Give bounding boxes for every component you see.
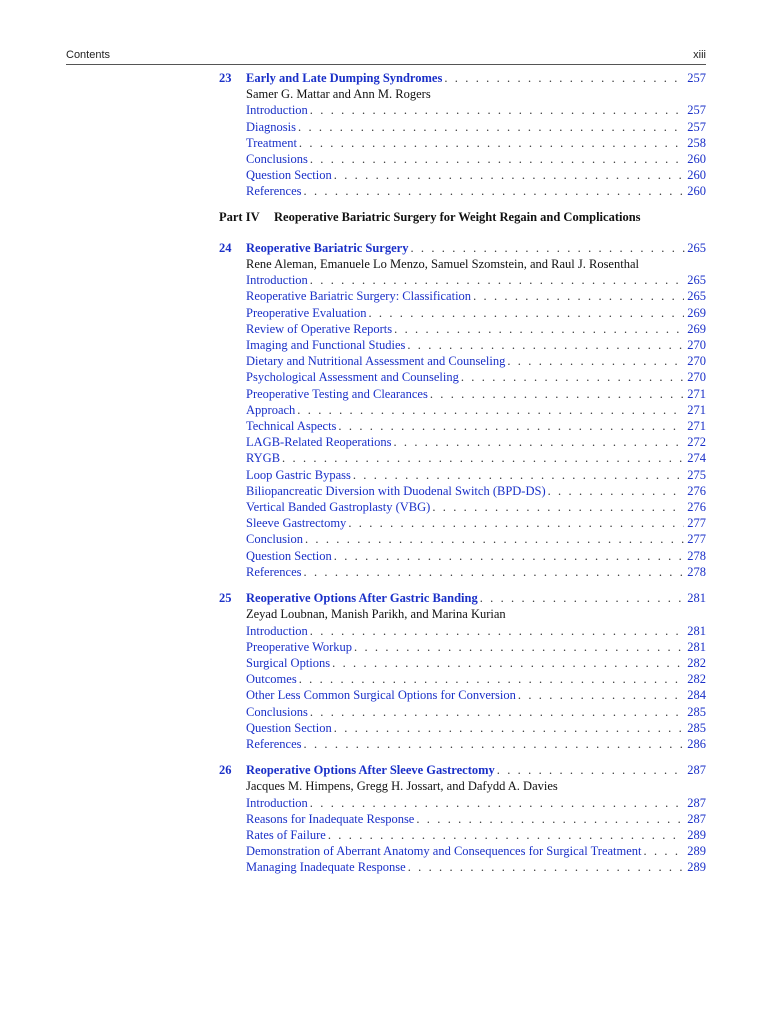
chapter-spacer xyxy=(219,580,706,590)
chapter-number[interactable]: 23 xyxy=(219,71,232,85)
dot-leader xyxy=(338,418,684,434)
page-number-link[interactable]: 281 xyxy=(687,623,706,638)
page-number-link[interactable]: 289 xyxy=(687,860,706,875)
chapter-title-entry[interactable] xyxy=(246,590,706,606)
section-title-link[interactable]: Conclusions xyxy=(246,152,308,167)
page-number-link[interactable]: 271 xyxy=(687,419,706,434)
page-number-link[interactable]: 287 xyxy=(687,763,706,778)
dot-leader xyxy=(410,240,685,256)
page-number: xiii xyxy=(693,49,706,61)
toc-section-entry[interactable] xyxy=(246,467,706,483)
page-number-link[interactable]: 277 xyxy=(687,516,706,531)
dot-leader xyxy=(310,102,684,118)
section-title-link[interactable]: Introduction xyxy=(246,103,308,118)
toc-section-entry[interactable] xyxy=(246,119,706,135)
section-title-link[interactable]: Surgical Options xyxy=(246,655,331,670)
dot-leader xyxy=(548,483,684,499)
section-title-link[interactable]: Question Section xyxy=(246,548,332,563)
part-heading xyxy=(219,209,706,225)
page-number-link[interactable]: 276 xyxy=(687,500,706,515)
page-number-link[interactable]: 270 xyxy=(687,370,706,385)
toc-section-entry[interactable] xyxy=(246,843,706,859)
toc-section-entry[interactable] xyxy=(246,369,706,385)
page-number-link[interactable]: 287 xyxy=(687,795,706,810)
dot-leader xyxy=(480,590,686,606)
toc-section-entry[interactable] xyxy=(246,386,706,402)
page-number-link[interactable]: 260 xyxy=(687,168,706,183)
page-number-link[interactable]: 289 xyxy=(687,827,706,842)
dot-leader xyxy=(310,795,684,811)
page-number-link[interactable]: 265 xyxy=(687,273,706,288)
dot-leader xyxy=(408,859,684,875)
part-number: Part IV xyxy=(219,209,260,224)
dot-leader xyxy=(304,183,684,199)
page-number-link[interactable]: 275 xyxy=(687,467,706,482)
page-number-link[interactable]: 276 xyxy=(687,483,706,498)
toc-section-entry[interactable] xyxy=(246,483,706,499)
dot-leader xyxy=(299,671,684,687)
chapter-title-link[interactable]: Reoperative Options After Sleeve Gastrectomy xyxy=(246,763,495,778)
section-title-link[interactable]: RYGB xyxy=(246,451,281,466)
chapter-spacer xyxy=(219,752,706,762)
section-title-link[interactable]: Vertical Banded Gastroplasty (VBG) xyxy=(246,500,431,515)
section-title-link[interactable]: Demonstration of Aberrant Anatomy and Consequences for Surgical Treatment xyxy=(246,844,642,859)
section-title-link[interactable]: Rates of Failure xyxy=(246,827,326,842)
chapter-title-link[interactable]: Early and Late Dumping Syndromes xyxy=(246,71,443,85)
section-title-link[interactable]: Introduction xyxy=(246,623,308,638)
chapter-block xyxy=(219,240,706,580)
dot-leader xyxy=(368,305,684,321)
section-title-link[interactable]: Diagnosis xyxy=(246,119,296,134)
toc-section-entry[interactable] xyxy=(246,151,706,167)
dot-leader xyxy=(332,655,684,671)
section-title-link[interactable]: Introduction xyxy=(246,273,308,288)
section-title-link[interactable]: Preoperative Testing and Clearances xyxy=(246,386,428,401)
section-title-link[interactable]: Dietary and Nutritional Assessment and Counseling xyxy=(246,354,506,369)
toc-section-entry[interactable] xyxy=(246,418,706,434)
page-number-link[interactable]: 260 xyxy=(687,152,706,167)
page-number-link[interactable]: 274 xyxy=(687,451,706,466)
toc-section-entry[interactable] xyxy=(246,434,706,450)
toc-section-entry[interactable] xyxy=(246,135,706,151)
table-of-contents xyxy=(219,70,706,876)
section-title-link[interactable]: Managing Inadequate Response xyxy=(246,860,406,875)
dot-leader xyxy=(297,402,684,418)
toc-section-entry[interactable] xyxy=(246,321,706,337)
section-title-link[interactable]: Conclusion xyxy=(246,532,303,547)
dot-leader xyxy=(507,353,684,369)
page-number-link[interactable]: 257 xyxy=(687,119,706,134)
dot-leader xyxy=(305,531,684,547)
chapter-block xyxy=(219,590,706,752)
dot-leader xyxy=(644,843,684,859)
chapter-authors: Samer G. Mattar and Ann M. Rogers xyxy=(246,87,431,102)
page-number-link[interactable]: 278 xyxy=(687,548,706,563)
chapter-title-entry[interactable] xyxy=(246,762,706,778)
chapter-title-entry[interactable] xyxy=(246,240,706,256)
section-title-link[interactable]: Treatment xyxy=(246,135,297,150)
toc-section-entry[interactable] xyxy=(246,272,706,288)
section-title-link[interactable]: Other Less Common Surgical Options for Conversion xyxy=(246,688,516,703)
dot-leader xyxy=(407,337,684,353)
toc-section-entry[interactable] xyxy=(246,827,706,843)
section-title-link[interactable]: Introduction xyxy=(246,795,308,810)
dot-leader xyxy=(444,70,685,86)
section-title-link[interactable]: Outcomes xyxy=(246,672,297,687)
toc-section-entry[interactable] xyxy=(246,515,706,531)
section-title-link[interactable]: References xyxy=(246,736,302,751)
section-title-link[interactable]: Loop Gastric Bypass xyxy=(246,467,351,482)
section-title-link[interactable]: Sleeve Gastrectomy xyxy=(246,516,347,531)
chapter-block xyxy=(219,70,706,200)
page-number-link[interactable]: 270 xyxy=(687,338,706,353)
running-header-title: Contents xyxy=(66,49,111,61)
dot-leader xyxy=(328,827,684,843)
page-number-link[interactable]: 286 xyxy=(687,736,706,751)
toc-section-entry[interactable] xyxy=(246,795,706,811)
toc-section-entry[interactable] xyxy=(246,402,706,418)
section-title-link[interactable]: Question Section xyxy=(246,168,332,183)
page-number-link[interactable]: 281 xyxy=(687,639,706,654)
dot-leader xyxy=(310,704,684,720)
toc-section-entry[interactable] xyxy=(246,671,706,687)
section-title-link[interactable]: Psychological Assessment and Counseling xyxy=(246,370,459,385)
dot-leader xyxy=(334,720,684,736)
chapter-number[interactable]: 26 xyxy=(219,763,232,778)
dot-leader xyxy=(354,639,684,655)
dot-leader xyxy=(518,687,684,703)
dot-leader xyxy=(394,321,684,337)
chapter-title-entry[interactable] xyxy=(246,70,706,86)
toc-section-entry[interactable] xyxy=(246,548,706,564)
page-number-link[interactable]: 271 xyxy=(687,386,706,401)
page-number-link[interactable]: 287 xyxy=(687,811,706,826)
page-number-link[interactable]: 277 xyxy=(687,532,706,547)
dot-leader xyxy=(304,564,684,580)
toc-section-entry[interactable] xyxy=(246,183,706,199)
page-number-link[interactable]: 260 xyxy=(687,184,706,199)
section-title-link[interactable]: LAGB-Related Reoperations xyxy=(246,435,392,450)
dot-leader xyxy=(299,135,684,151)
page-number-link[interactable]: 258 xyxy=(687,135,706,150)
page-number-link[interactable]: 265 xyxy=(687,240,706,255)
section-title-link[interactable]: Technical Aspects xyxy=(246,419,337,434)
dot-leader xyxy=(497,762,685,778)
chapter-block xyxy=(219,762,706,875)
toc-section-entry[interactable] xyxy=(246,305,706,321)
page-number-link[interactable]: 265 xyxy=(687,289,706,304)
toc-section-entry[interactable] xyxy=(246,623,706,639)
toc-section-entry[interactable] xyxy=(246,564,706,580)
toc-section-entry[interactable] xyxy=(246,687,706,703)
section-title-link[interactable]: Review of Operative Reports xyxy=(246,321,393,336)
dot-leader xyxy=(282,450,684,466)
toc-section-entry[interactable] xyxy=(246,704,706,720)
page-number-link[interactable]: 257 xyxy=(687,103,706,118)
toc-section-entry[interactable] xyxy=(246,639,706,655)
chapter-title-link[interactable]: Reoperative Bariatric Surgery xyxy=(246,240,409,255)
chapter-authors: Rene Aleman, Emanuele Lo Menzo, Samuel Szomstein, and Raul J. Rosenthal xyxy=(246,257,639,272)
page-number-link[interactable]: 278 xyxy=(687,564,706,579)
section-title-link[interactable]: References xyxy=(246,564,302,579)
page-number-link[interactable]: 284 xyxy=(687,688,706,703)
section-title-link[interactable]: Conclusions xyxy=(246,704,308,719)
section-title-link[interactable]: Imaging and Functional Studies xyxy=(246,338,406,353)
toc-section-entry[interactable] xyxy=(246,655,706,671)
dot-leader xyxy=(353,467,684,483)
section-title-link[interactable]: Biliopancreatic Diversion with Duodenal Switch (BPD-DS) xyxy=(246,483,546,498)
toc-section-entry[interactable] xyxy=(246,531,706,547)
toc-section-entry[interactable] xyxy=(246,167,706,183)
section-title-link[interactable]: Question Section xyxy=(246,720,332,735)
chapter-number[interactable]: 25 xyxy=(219,591,232,606)
section-title-link[interactable]: Reasons for Inadequate Response xyxy=(246,811,415,826)
dot-leader xyxy=(416,811,684,827)
page-number-link[interactable]: 269 xyxy=(687,305,706,320)
dot-leader xyxy=(393,434,684,450)
dot-leader xyxy=(432,499,684,515)
page-number-link[interactable]: 285 xyxy=(687,720,706,735)
part-title: Reoperative Bariatric Surgery for Weight Regain and Complications xyxy=(274,209,641,224)
page-number-link[interactable]: 289 xyxy=(687,844,706,859)
page-number-link[interactable]: 272 xyxy=(687,435,706,450)
dot-leader xyxy=(473,288,684,304)
dot-leader xyxy=(304,736,684,752)
toc-section-entry[interactable] xyxy=(246,337,706,353)
toc-section-entry[interactable] xyxy=(246,353,706,369)
page-number-link[interactable]: 270 xyxy=(687,354,706,369)
running-header xyxy=(66,44,706,65)
toc-section-entry[interactable] xyxy=(246,499,706,515)
chapter-title-link[interactable]: Reoperative Options After Gastric Banding xyxy=(246,591,478,606)
dot-leader xyxy=(348,515,684,531)
page-number-link[interactable]: 271 xyxy=(687,402,706,417)
chapter-authors: Zeyad Loubnan, Manish Parikh, and Marina Kurian xyxy=(246,607,506,622)
page-number-link[interactable]: 281 xyxy=(687,591,706,606)
dot-leader xyxy=(310,151,684,167)
section-title-link[interactable]: References xyxy=(246,184,302,199)
toc-section-entry[interactable] xyxy=(246,720,706,736)
dot-leader xyxy=(461,369,684,385)
dot-leader xyxy=(430,386,684,402)
chapter-number[interactable]: 24 xyxy=(219,240,232,255)
page-number-link[interactable]: 285 xyxy=(687,704,706,719)
page-number-link[interactable]: 282 xyxy=(687,655,706,670)
section-title-link[interactable]: Reoperative Bariatric Surgery: Classification xyxy=(246,289,472,304)
dot-leader xyxy=(334,548,684,564)
toc-section-entry[interactable] xyxy=(246,736,706,752)
page-number-link[interactable]: 282 xyxy=(687,672,706,687)
dot-leader xyxy=(298,119,684,135)
dot-leader xyxy=(310,623,684,639)
page-number-link[interactable]: 257 xyxy=(687,71,706,85)
section-title-link[interactable]: Preoperative Evaluation xyxy=(246,305,367,320)
toc-section-entry[interactable] xyxy=(246,811,706,827)
toc-section-entry[interactable] xyxy=(246,288,706,304)
dot-leader xyxy=(310,272,684,288)
section-title-link[interactable]: Approach xyxy=(246,402,296,417)
dot-leader xyxy=(334,167,684,183)
toc-section-entry[interactable] xyxy=(246,102,706,118)
section-title-link[interactable]: Preoperative Workup xyxy=(246,639,353,654)
page-number-link[interactable]: 269 xyxy=(687,321,706,336)
toc-section-entry[interactable] xyxy=(246,859,706,875)
chapter-authors: Jacques M. Himpens, Gregg H. Jossart, and Dafydd A. Davies xyxy=(246,779,558,794)
toc-section-entry[interactable] xyxy=(246,450,706,466)
